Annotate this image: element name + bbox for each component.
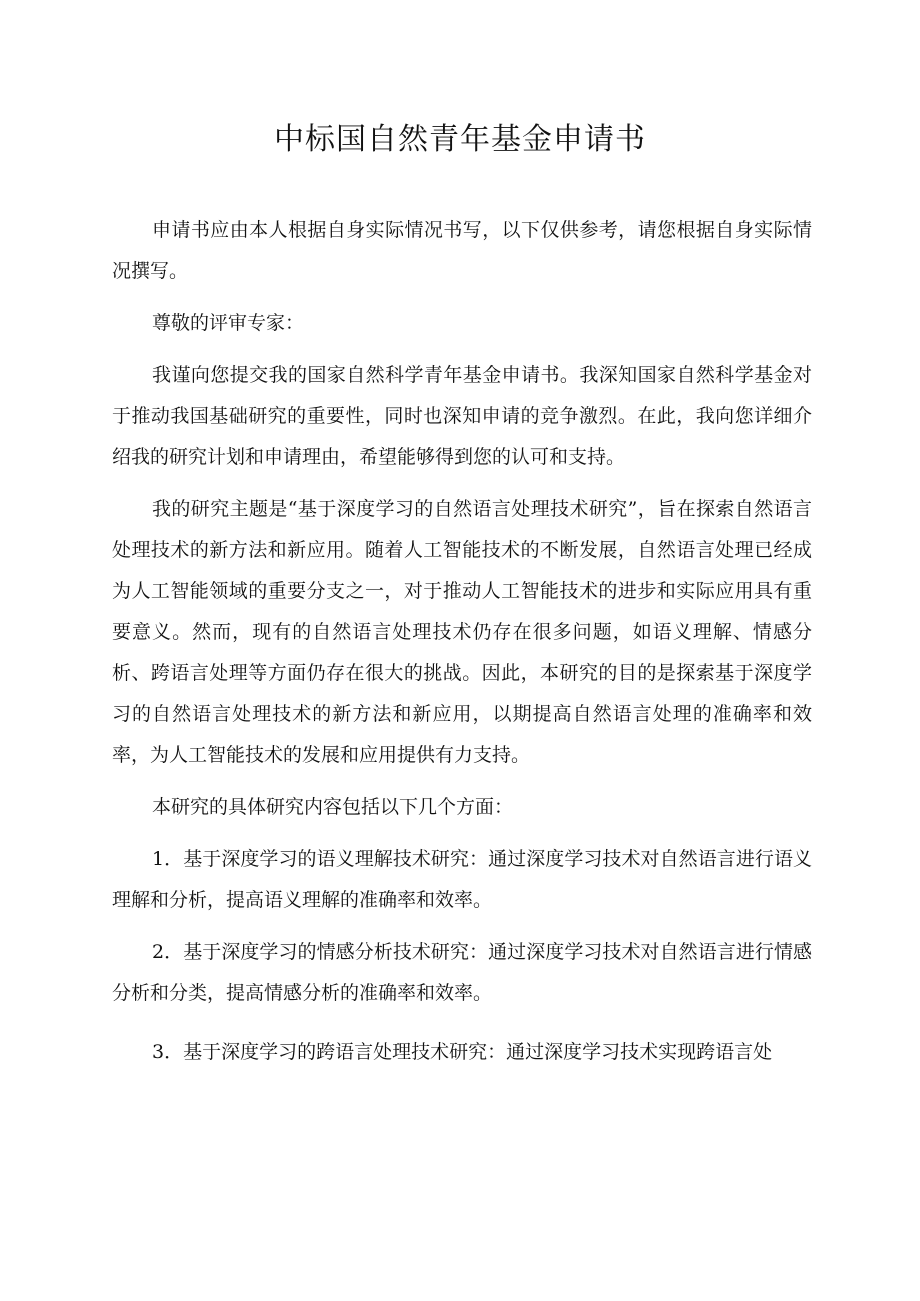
list-item-sentiment-analysis: 2．基于深度学习的情感分析技术研究：通过深度学习技术对自然语言进行情感分析和分类，提高情感分析的准确率和效率。 <box>112 941 812 1004</box>
paragraph-note: 申请书应由本人根据自身实际情况书写，以下仅供参考，请您根据自身实际情况撰写。 <box>112 219 812 282</box>
document-body <box>112 210 812 1084</box>
list-item-cross-language: 3．基于深度学习的跨语言处理技术研究：通过深度学习技术实现跨语言处 <box>152 1041 773 1063</box>
paragraph-research-topic: 我的研究主题是“基于深度学习的自然语言处理技术研究”，旨在探索自然语言处理技术的新方法和新应用。随着人工智能技术的不断发展，自然语言处理已经成为人工智能领域的重要分支之一，对于推动人工智能技术的进步和实际应用具有重要意义。然而，现有的自然语言处理技术仍存在很多问题，如语义理解、情感分析、跨语言处理等方面仍存在很大的挑战。因此，本研究的目的是探索基于深度学习的自然语言处理技术的新方法和新应用，以期提高自然语言处理的准确率和效率，为人工智能技术的发展和应用提供有力支持。 <box>112 498 812 766</box>
paragraph-introduction: 我谨向您提交我的国家自然科学青年基金申请书。我深知国家自然科学基金对于推动我国基础研究的重要性，同时也深知申请的竞争激烈。在此，我向您详细介绍我的研究计划和申请理由，希望能够得到您的认可和支持。 <box>112 364 812 468</box>
paragraph-salutation: 尊敬的评审专家： <box>152 312 305 334</box>
document-title: 中标国自然青年基金申请书 <box>274 122 646 157</box>
list-item-semantic-understanding: 1．基于深度学习的语义理解技术研究：通过深度学习技术对自然语言进行语义理解和分析，提高语义理解的准确率和效率。 <box>112 848 812 911</box>
paragraph-research-content-intro: 本研究的具体研究内容包括以下几个方面： <box>152 796 514 818</box>
